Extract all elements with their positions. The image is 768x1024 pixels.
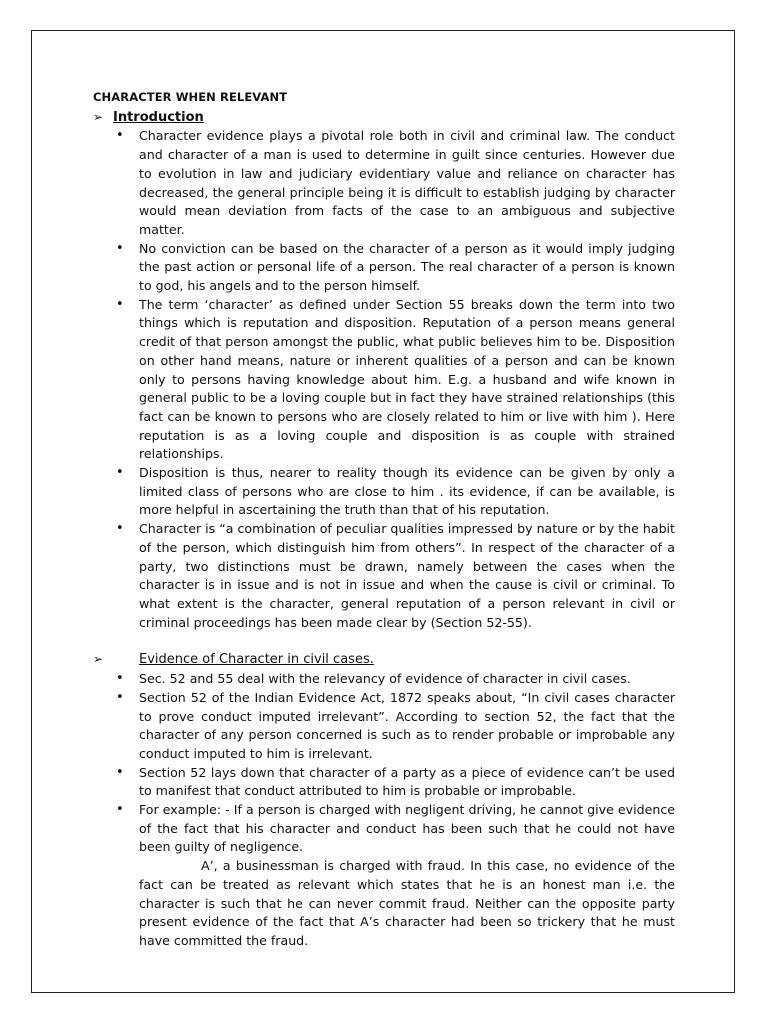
example-paragraph [93, 857, 675, 951]
list-item [93, 464, 675, 520]
bullet-dot-icon: • [116, 240, 124, 256]
list-item-text: Sec. 52 and 55 deal with the relevancy of evidence of character in civil cases. [139, 671, 631, 687]
bullet-dot-icon: • [116, 689, 124, 705]
list-item [93, 127, 675, 239]
bullet-dot-icon: • [116, 465, 124, 481]
document-body [93, 88, 675, 951]
list-item [93, 764, 675, 801]
bullet-dot-icon: • [116, 802, 124, 818]
bullet-dot-icon: • [116, 671, 124, 687]
arrow-bullet-icon: ➢ [93, 652, 104, 667]
list-item [93, 670, 675, 689]
bullet-dot-icon: • [116, 521, 124, 537]
list-item [93, 240, 675, 296]
document-title: CHARACTER WHEN RELEVANT [93, 90, 288, 104]
list-item-text: No conviction can be based on the character of a person as it would imply judging the past action or personal life of a person. The real character of a person is known to god, his angels and to the person himself. [139, 240, 675, 294]
arrow-bullet-icon: ➢ [93, 109, 104, 124]
list-item [93, 801, 675, 857]
list-item-text: Section 52 lays down that character of a party as a piece of evidence can’t be used to manifest that conduct attributed to him is probable or improbable. [139, 764, 675, 799]
list-item-text: The term ‘character’ as defined under Section 55 breaks down the term into two things which is reputation and disposition. Reputation of a person means general credit of that person amongst the public, what public believes him to be. Disposition on other hand means, nature or inherent qualities of a person and can be known only to persons having knowledge about him. E.g. a husband and wife known in general public to be a loving couple but in fact they have strained relationships (this fact can be known to persons who are closely related to him or live with him ). Here reputation is as a loving couple and disposition is as couple with strained relationships. [139, 296, 675, 462]
list-item-text: Character evidence plays a pivotal role both in civil and criminal law. The conduct and character of a man is used to determine in guilt since centuries. However due to evolution in law and judiciary evidentiary value and reliance on character has decreased, the general principle being it is difficult to establish judging by character would mean deviation from facts of the case to an ambiguous and subjective matter. [139, 128, 675, 237]
list-item-text: Section 52 of the Indian Evidence Act, 1872 speaks about, “In civil cases character to prove conduct imputed irrelevant”. According to section 52, the fact that the character of any person concerned is such as to render probable or improbable any conduct imputed to him is irrelevant. [139, 689, 675, 761]
list-item-text: Character is “a combination of peculiar qualities impressed by nature or by the habit of the person, which distinguish him from others”. In respect of the character of a party, two distinctions must be drawn, namely between the cases when the character is in issue and is not in issue and when the cause is civil or criminal. To what extent is the character, general reputation of a person relevant in civil or criminal proceedings has been made clear by (Section 52-55). [139, 521, 675, 630]
list-item-text: For example: - If a person is charged with negligent driving, he cannot give evidence of the fact that his character and conduct has been such that he could not have been guilty of negligence. [139, 802, 675, 855]
list-item [93, 689, 675, 764]
bullet-dot-icon: • [116, 128, 124, 144]
example-paragraph-text: A’, a businessman is charged with fraud. In this case, no evidence of the fact can be treated as relevant which states that he is an honest man i.e. the character is such that he can never commit fraud. Neither can the opposite party present evidence of the fact that A’s character had been so trickery that he must have committed the fraud. [139, 858, 675, 948]
list-item [93, 520, 675, 632]
bullet-dot-icon: • [116, 296, 124, 312]
civil-cases-list [93, 670, 675, 857]
section-heading-civil-cases [93, 650, 675, 670]
introduction-list [93, 127, 675, 632]
section-title: Introduction [113, 109, 204, 125]
bullet-dot-icon: • [116, 764, 124, 780]
list-item-text: Disposition is thus, nearer to reality though its evidence can be given by only a limited class of persons who are close to him . its evidence, if can be available, is more helpful in ascertaining the truth than that of his reputation. [139, 465, 675, 518]
section-title: Evidence of Character in civil cases. [139, 652, 374, 668]
section-heading-introduction [93, 108, 675, 128]
list-item [93, 296, 675, 464]
spacer [93, 632, 675, 650]
